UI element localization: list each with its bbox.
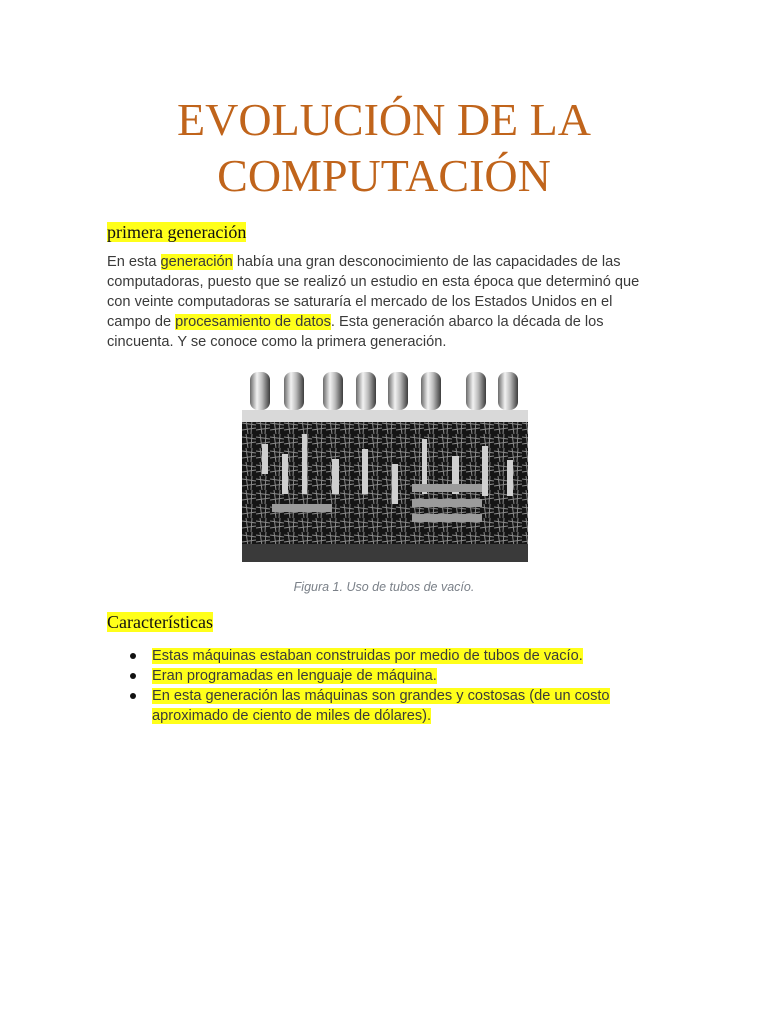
- list-item: [126, 646, 646, 666]
- highlight-procesamiento-link[interactable]: procesamiento de datos: [175, 314, 331, 330]
- bullet-icon: [130, 693, 136, 699]
- vacuum-tube-photo: [242, 364, 528, 568]
- list-item-text: Estas máquinas estaban construidas por medio de tubos de vacío.: [152, 648, 583, 664]
- characteristics-list: [126, 646, 646, 726]
- para-line-2: computadoras, puesto que se realizó un estudio en esta época que determinó que: [107, 274, 640, 290]
- para-line-4: [107, 312, 667, 332]
- title-line-2: COMPUTACIÓN: [217, 150, 551, 201]
- figure-caption: Figura 1. Uso de tubos de vacío.: [293, 580, 475, 594]
- para-line-3: con veinte computadoras se saturaría el mercado de los Estados Unidos en el: [107, 294, 613, 310]
- para-text: campo de: [107, 314, 176, 330]
- intro-paragraph: [107, 252, 667, 352]
- para-text: . Esta generación abarco la década de los: [330, 314, 604, 330]
- title-line-1: EVOLUCIÓN DE LA: [177, 94, 591, 145]
- para-line-5: cincuenta. Y se conoce como la primera generación.: [107, 334, 447, 350]
- list-item-text: aproximado de ciento de miles de dólares).: [152, 708, 432, 724]
- document-title: [0, 92, 768, 204]
- list-item: [126, 686, 646, 726]
- para-text: había una gran desconocimiento de las capacidades de las: [232, 254, 621, 270]
- heading-primera-generacion: [107, 221, 246, 243]
- bullet-icon: [130, 653, 136, 659]
- bullet-icon: [130, 673, 136, 679]
- para-text: En esta: [107, 254, 161, 270]
- list-item-text: Eran programadas en lenguaje de máquina.: [152, 668, 437, 684]
- vacuum-tube-illustration: [242, 364, 528, 568]
- list-item: [126, 666, 646, 686]
- heading-text: Características: [107, 612, 213, 632]
- heading-text: primera generación: [107, 222, 247, 242]
- list-item-text: En esta generación las máquinas son grandes y costosas (de un costo: [152, 688, 610, 704]
- para-line-1: [107, 252, 667, 272]
- highlight-generacion-link[interactable]: generación: [160, 254, 233, 270]
- heading-caracteristicas: [107, 611, 213, 633]
